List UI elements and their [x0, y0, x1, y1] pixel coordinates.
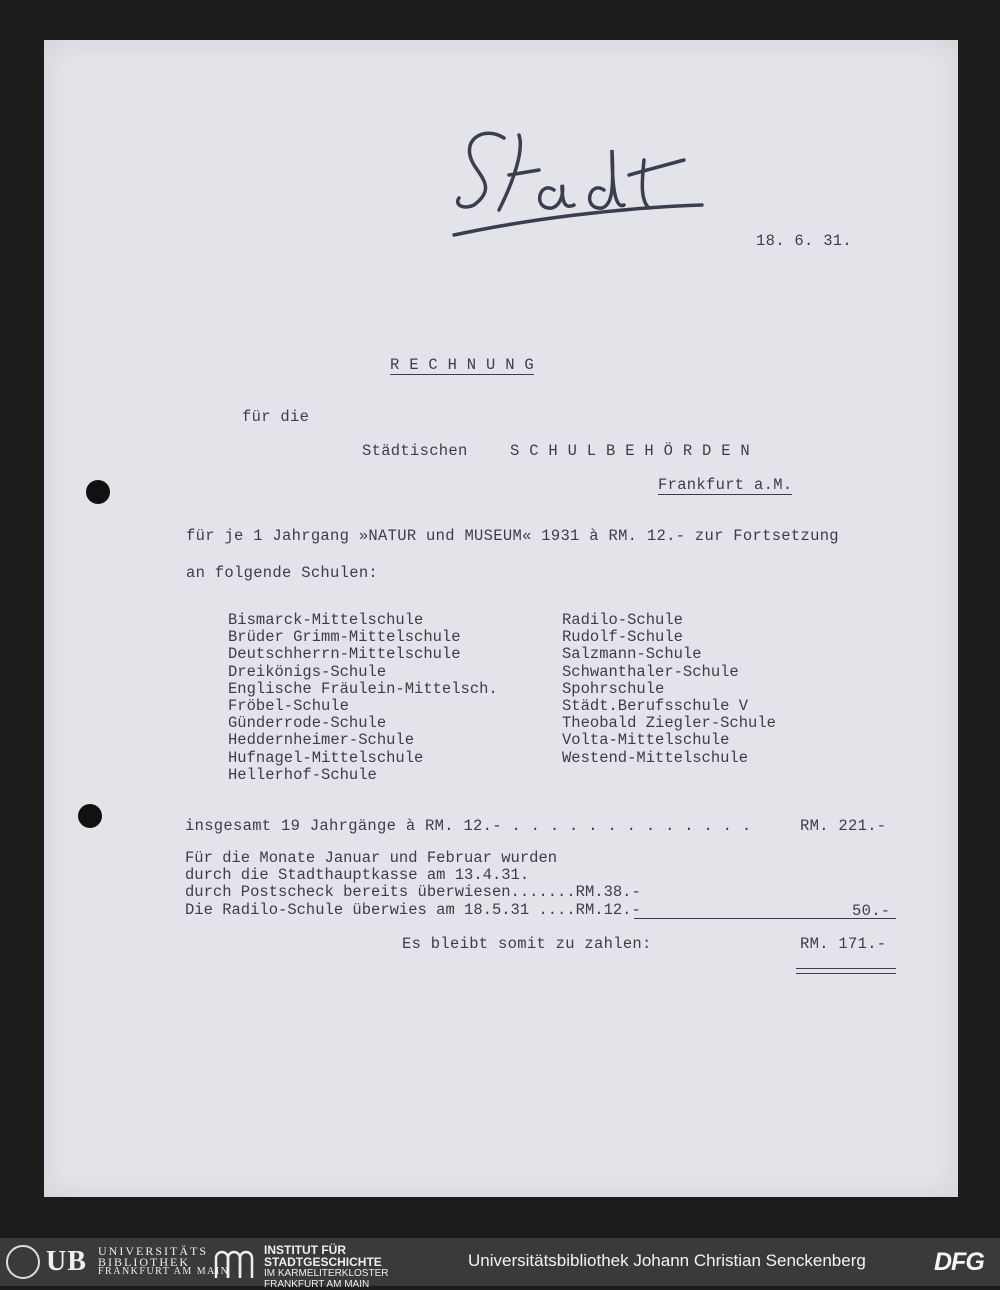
recipient-line-2b: S C H U L B E H Ö R D E N: [510, 442, 751, 460]
document-page: [44, 40, 958, 1197]
list-item: Spohrschule: [562, 679, 665, 698]
list-item: Volta-Mittelschule: [562, 731, 730, 750]
intro-line-2: an folgende Schulen:: [186, 564, 379, 582]
double-rule-bottom: [796, 973, 896, 974]
list-item: Brüder Grimm-Mittelschule: [228, 628, 461, 647]
list-item: Dreikönigs-Schule: [228, 662, 387, 681]
list-item: Heddernheimer-Schule: [228, 731, 415, 750]
dfg-logo: DFG: [934, 1248, 984, 1276]
payment-line: durch die Stadthauptkasse am 13.4.31.: [185, 866, 530, 885]
list-item: Theobald Ziegler-Schule: [562, 714, 776, 733]
ub-logo-letters: UB: [46, 1246, 87, 1277]
list-item: Deutschherrn-Mittelschule: [228, 645, 461, 664]
list-item: Hufnagel-Mittelschule: [228, 748, 424, 767]
list-item: Salzmann-Schule: [562, 645, 702, 664]
total-line-text: insgesamt 19 Jahrgänge à RM. 12.- . . . . . . . . . . . . .: [185, 817, 752, 835]
list-item: Radilo-Schule: [562, 611, 683, 629]
remaining-label: Es bleibt somit zu zahlen:: [402, 935, 652, 953]
schools-left-column: [228, 612, 498, 784]
payment-line: durch Postscheck bereits überwiesen.......RM.38.-: [185, 883, 641, 902]
punch-hole-top: [86, 480, 110, 504]
footer-bar: [0, 1238, 1000, 1290]
payment-line: Für die Monate Januar und Februar wurden: [185, 849, 558, 867]
list-item: Fröbel-Schule: [228, 697, 349, 716]
total-line-amount: RM. 221.-: [800, 817, 887, 835]
punch-hole-bottom: [78, 804, 102, 828]
invoice-title: R E C H N U N G: [390, 356, 535, 374]
list-item: Städt.Berufsschule V: [562, 697, 749, 716]
intro-line-1: für je 1 Jahrgang »NATUR und MUSEUM« 1931 à RM. 12.- zur Fortsetzung: [186, 527, 839, 545]
double-rule-top: [796, 968, 896, 969]
list-item: Schwanthaler-Schule: [562, 662, 739, 681]
date: 18. 6. 31.: [756, 232, 853, 250]
remaining-amount: RM. 171.-: [800, 935, 887, 953]
list-item: Westend-Mittelschule: [562, 748, 749, 767]
payments-block: [185, 850, 641, 919]
list-item: Rudolf-Schule: [562, 628, 683, 647]
handwritten-heading: [444, 120, 714, 250]
recipient-line-3: Frankfurt a.M.: [658, 476, 793, 494]
list-item: Bismarck-Mittelschule: [228, 611, 424, 629]
recipient-line-1: für die: [242, 408, 310, 426]
list-item: Günderrode-Schule: [228, 714, 387, 733]
library-name: Universitätsbibliothek Johann Christian Senckenberg: [468, 1251, 866, 1270]
isg-arch-icon: [214, 1246, 254, 1278]
list-item: Englische Fräulein-Mittelsch.: [228, 679, 498, 698]
payment-line: Die Radilo-Schule überwies am 18.5.31 ....RM.12.-: [185, 900, 641, 919]
payments-sum: 50.-: [852, 902, 891, 920]
recipient-line-2a: Städtischen: [362, 442, 468, 460]
isg-logo-text: INSTITUT FÜR STADTGESCHICHTE IM KARMELITERKLOSTER FRANKFURT AM MAIN: [264, 1243, 389, 1290]
ub-logo-text: UNIVERSITÄTS BIBLIOTHEK FRANKFURT AM MAIN: [98, 1244, 230, 1277]
list-item: Hellerhof-Schule: [228, 765, 377, 784]
ub-portrait-icon: [6, 1245, 40, 1279]
schools-right-column: [562, 612, 776, 767]
